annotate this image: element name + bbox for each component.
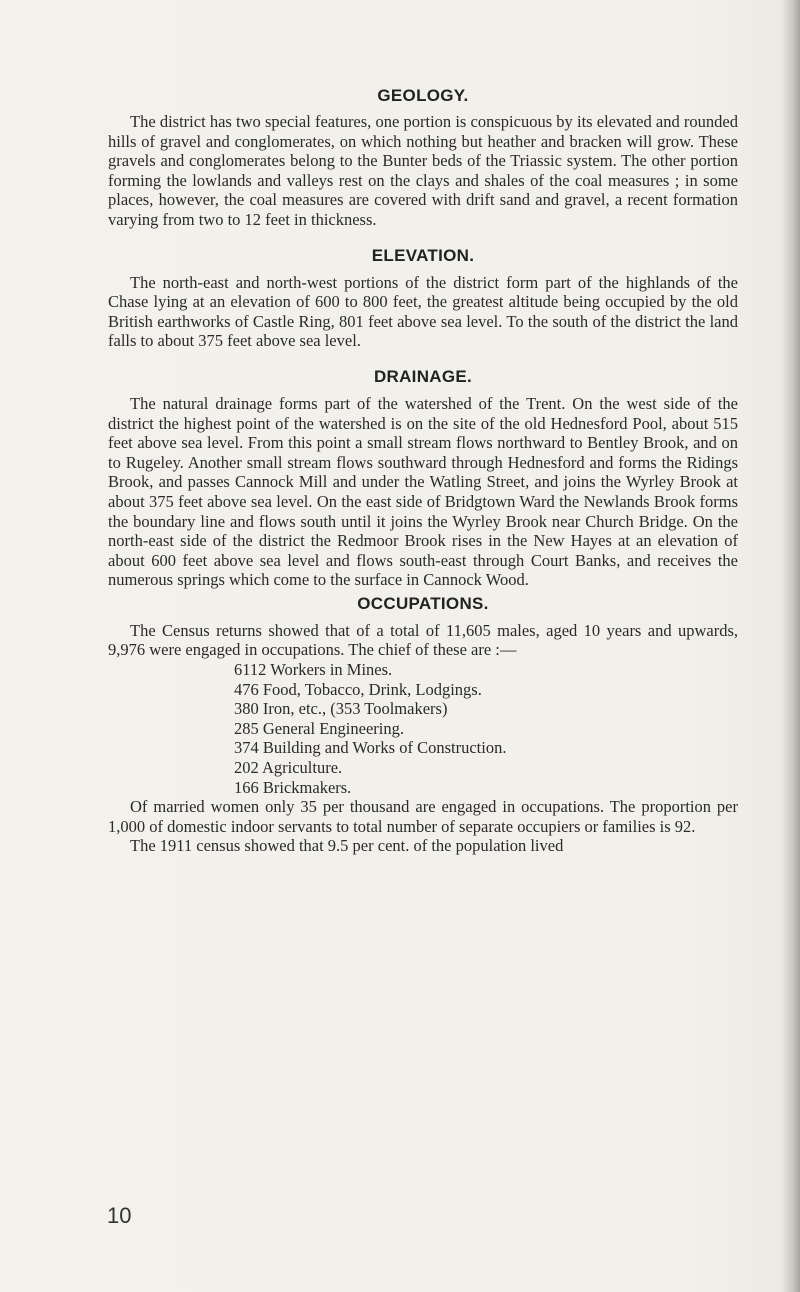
occupations-heading: OCCUPATIONS. [357,593,489,613]
page-number: 10 [107,1203,132,1228]
occupations-paragraph: The Census returns showed that of a total of 11,605 males, aged 10 years and upwards, 9,976 were engaged in occupations. The chief of these are :— [108,620,738,660]
geology-heading: GEOLOGY. [377,86,469,105]
occupations-list [108,660,738,797]
list-item: 285 General Engineering. [234,718,404,738]
married-women-paragraph: Of married women only 35 per thousand are engaged in occupations. The proportion per 1,000 of domestic indoor servants to total number of separate occupiers or families is 92. [108,797,738,836]
drainage-heading: DRAINAGE. [373,366,473,386]
list-item: 380 Iron, etc., (353 Toolmakers) [234,699,448,719]
list-item: 476 Food, Tobacco, Drink, Lodgings. [234,679,482,699]
text-column [108,86,738,856]
elevation-paragraph: The north-east and north-west portions of the district form part of the highlands of the Chase lying at an elevation of 600 to 800 feet, the greatest altitude being occupied by the old British earthworks of Castle Ring, 801 feet above sea level. To the south of the district the land falls to about 375 feet above sea level. [108,272,738,351]
list-item: 202 Agriculture. [234,758,343,778]
page-edge-shadow [782,0,800,1292]
census-paragraph: The 1911 census showed that 9.5 per cent. of the population lived [130,836,564,856]
elevation-heading: ELEVATION. [371,245,475,265]
geology-paragraph: The district has two special features, one portion is conspicuous by its elevated and rounded hills of gravel and conglomerates, on which nothing but heather and bracken will grow. These gravels and conglomerates belong to the Bunter beds of the Triassic system. The other portion forming the lowlands and valleys rest on the clays and shales of the coal measures ; in some places, however, the coal measures are covered with drift sand and gravel, a recent formation varying from two to 12 feet in thickness. [108,112,738,229]
list-item: 6112 Workers in Mines. [234,660,393,680]
drainage-paragraph: The natural drainage forms part of the watershed of the Trent. On the west side of the district the highest point of the watershed is on the site of the old Hednesford Pool, about 515 feet above sea level. From this point a small stream flows northward to Bentley Brook, and on to Rugeley. Another small stream flows southward through Hednesford and forms the Ridings Brook, and passes Cannock Mill and under the Watling Street, and joins the Wyrley Brook at about 375 feet above sea level. On the east side of Bridgtown Ward the Newlands Brook forms the boundary line and flows south until it joins the Wyrley Brook near Church Bridge. On the north-east side of the district the Redmoor Brook rises in the New Hayes at an elevation of about 600 feet above sea level and flows south-east through Court Banks, and receives the numerous springs which come to the surface in Cannock Wood. [108,393,738,590]
list-item: 166 Brickmakers. [234,777,352,797]
list-item: 374 Building and Works of Construction. [234,738,507,758]
